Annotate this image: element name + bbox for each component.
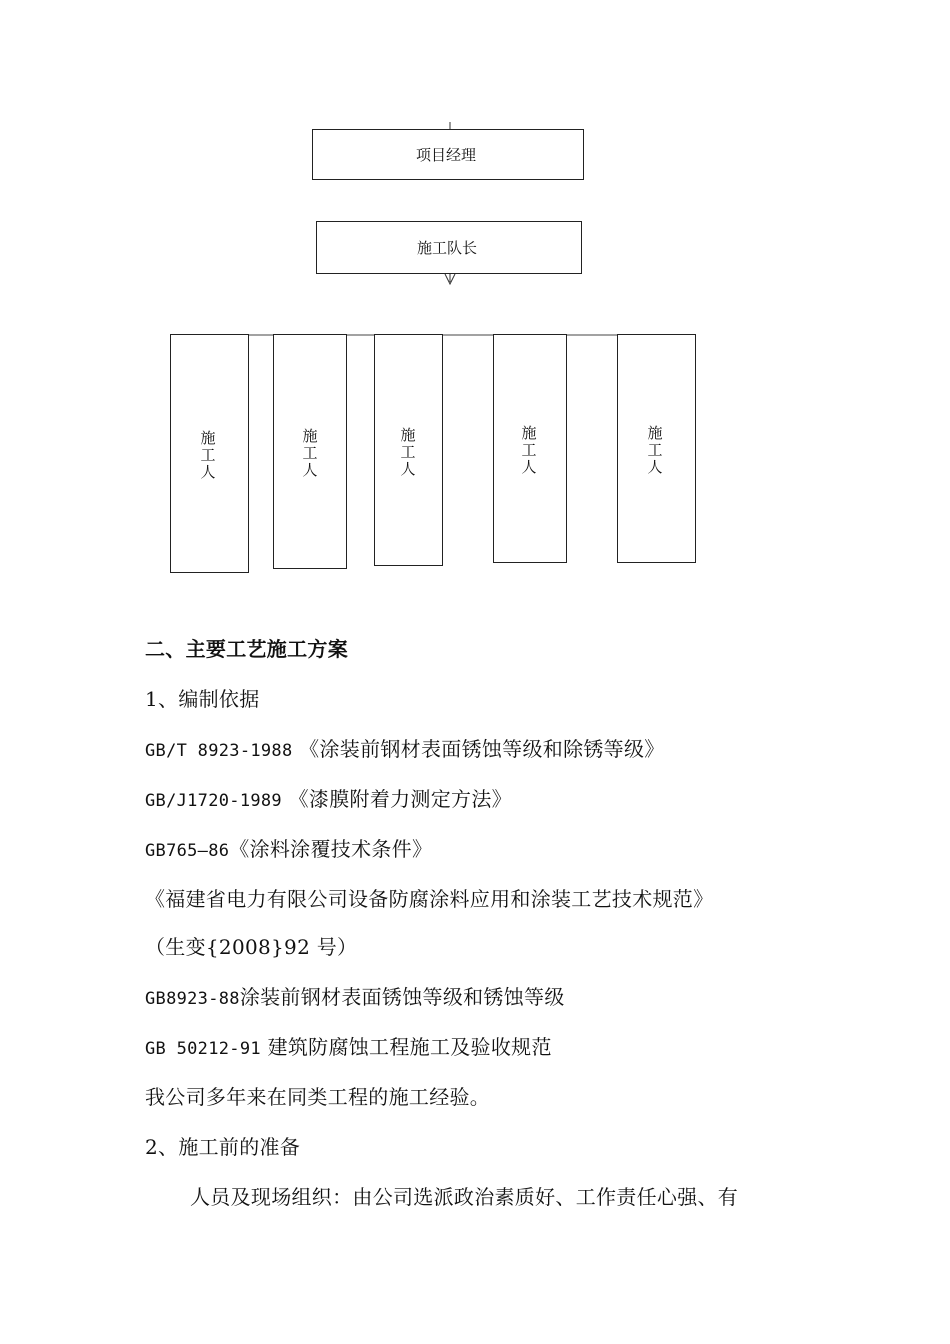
experience-line: 我公司多年来在同类工程的施工经验。 [145, 1085, 491, 1109]
captain-box [316, 221, 582, 274]
worker-label: 施工人 [200, 429, 216, 481]
captain-label: 施工队长 [417, 239, 478, 257]
worker-label: 施工人 [521, 424, 537, 476]
reference-5 [145, 985, 565, 1011]
worker-box [374, 334, 443, 566]
reference-title: 涂装前钢材表面锈蚀等级和锈蚀等级 [239, 985, 565, 1009]
reference-title: 《涂料涂覆技术条件》 [229, 837, 433, 861]
reference-1 [145, 737, 665, 763]
reference-title: 建筑防腐蚀工程施工及验收规范 [267, 1035, 552, 1059]
worker-box [617, 334, 696, 563]
reference-6 [145, 1035, 552, 1061]
worker-box [273, 334, 347, 569]
reference-2 [145, 787, 512, 813]
reference-code: GB/T 8923-1988 [145, 741, 293, 761]
reference-code: GB/J1720-1989 [145, 791, 282, 811]
reference-4-note: （生变{2008}92 号） [145, 935, 358, 959]
subsection-preparation: 2、施工前的准备 [145, 1135, 301, 1159]
subsection-basis: 1、编制依据 [145, 687, 260, 711]
worker-box [170, 334, 249, 573]
paragraph-start: 人员及现场组织：由公司选派政治素质好、工作责任心强、有 [190, 1185, 739, 1209]
manager-box [312, 129, 584, 180]
worker-label: 施工人 [400, 426, 416, 478]
section-heading: 二、主要工艺施工方案 [145, 637, 348, 661]
worker-label: 施工人 [302, 427, 318, 479]
worker-label: 施工人 [647, 424, 663, 476]
manager-label: 项目经理 [416, 146, 477, 164]
reference-4: 《福建省电力有限公司设备防腐涂料应用和涂装工艺技术规范》 [145, 887, 714, 911]
reference-code: GB8923-88 [145, 989, 240, 1009]
reference-code: GB 50212-91 [145, 1039, 261, 1059]
reference-3 [145, 837, 432, 863]
org-chart-connectors [0, 0, 950, 620]
reference-title: 《漆膜附着力测定方法》 [288, 787, 512, 811]
reference-code: GB765—86 [145, 841, 230, 861]
worker-box [493, 334, 567, 563]
reference-title: 《涂装前钢材表面锈蚀等级和除锈等级》 [299, 737, 665, 761]
